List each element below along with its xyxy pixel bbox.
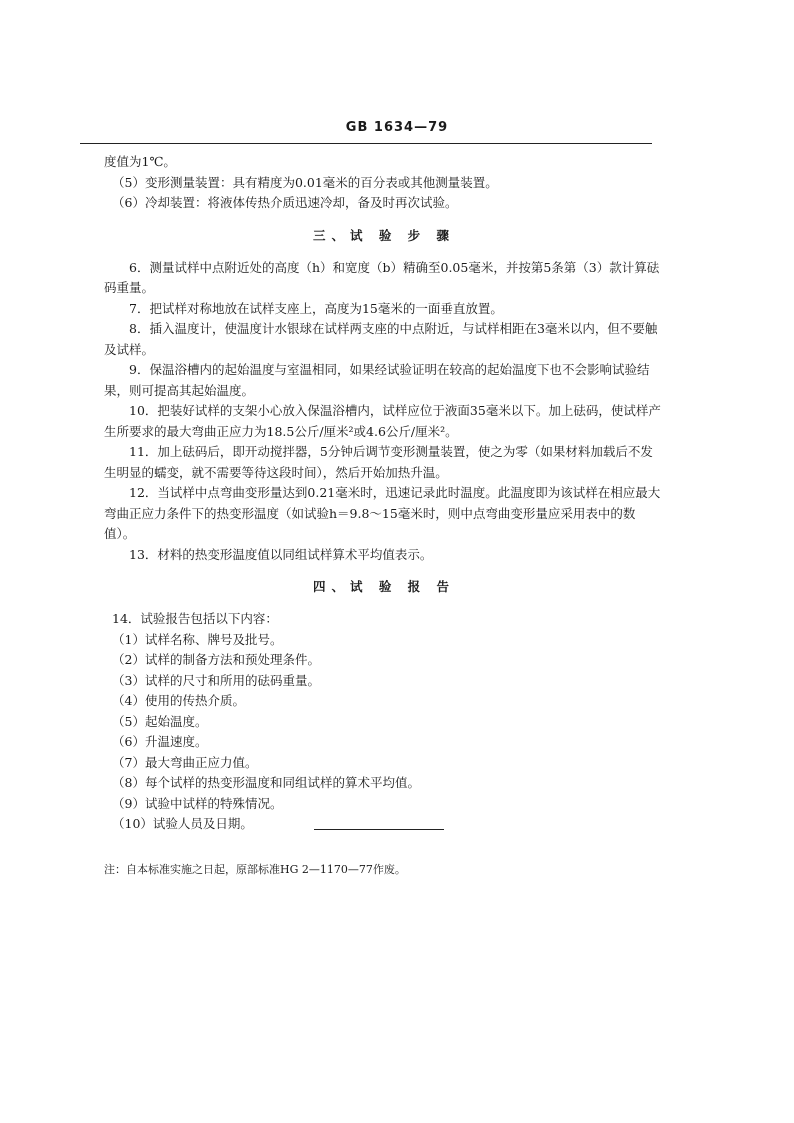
procedure-paragraph: 12．当试样中点弯曲变形量达到0.21毫米时，迅速记录此时温度。此温度即为该试样在相应最大弯曲正应力条件下的热变形温度（如试验h＝9.8～15毫米时，则中点弯曲变形量应采用表中的数值）。: [104, 485, 661, 541]
report-item: （2）试样的制备方法和预处理条件。: [112, 652, 320, 667]
procedure-paragraph: 13．材料的热变形温度值以同组试样算术平均值表示。: [129, 546, 433, 562]
continuation-line: 度值为1℃。: [104, 154, 176, 169]
page-header-title: GB 1634—79: [345, 120, 449, 135]
report-items-list: [104, 630, 664, 835]
procedure-paragraph: 7．把试样对称地放在试样支座上，高度为15毫米的一面垂直放置。: [129, 300, 503, 316]
section-heading-report: 四、试 验 报 告: [312, 579, 456, 594]
procedure-paragraph: 8．插入温度计，使温度计水银球在试样两支座的中点附近，与试样相距在3毫米以内，但不要触及试样。: [104, 321, 658, 357]
end-rule: [314, 829, 444, 830]
report-item: （7）最大弯曲正应力值。: [112, 754, 258, 770]
procedure-paragraph: 10．把装好试样的支架小心放入保温浴槽内，试样应位于液面35毫米以下。加上砝码，使试样产生所要求的最大弯曲正应力为18.5公斤/厘米²或4.6公斤/厘米²。: [104, 403, 661, 439]
footnote: 注：自本标准实施之日起，原部标准HG 2—1170—77作废。: [104, 863, 406, 876]
report-item: （8）每个试样的热变形温度和同组试样的算术平均值。: [112, 775, 420, 790]
report-item: （1）试样名称、牌号及批号。: [112, 631, 283, 647]
report-item: （3）试样的尺寸和所用的砝码重量。: [112, 672, 320, 688]
report-item: （10）试验人员及日期。: [112, 816, 253, 831]
report-item: （9）试验中试样的特殊情况。: [112, 795, 283, 811]
equipment-item: （6）冷却装置：将液体传热介质迅速冷却，备及时再次试验。: [112, 195, 458, 210]
procedure-paragraph: 11．加上砝码后，即开动搅拌器，5分钟后调节变形测量装置，使之为零（如果材料加载后不发生明显的蠕变，就不需要等待这段时间），然后开始加热升温。: [104, 444, 653, 480]
report-item: （6）升温速度。: [112, 734, 208, 749]
report-intro: 14．试验报告包括以下内容：: [112, 611, 278, 626]
procedure-paragraph: 6．测量试样中点附近处的高度（h）和宽度（b）精确至0.05毫米，并按第5条第（3）款计算砝码重量。: [104, 259, 660, 295]
section-heading-procedure: 三、试 验 步 骤: [312, 227, 456, 243]
report-item: （4）使用的传热介质。: [112, 693, 245, 708]
equipment-item: （5）变形测量装置：具有精度为0.01毫米的百分表或其他测量装置。: [112, 174, 498, 190]
report-item: （5）起始温度。: [112, 713, 208, 729]
body-text: [104, 152, 664, 835]
header-rule: [80, 143, 652, 144]
procedure-paragraph: 9．保温浴槽内的起始温度与室温相同，如果经试验证明在较高的起始温度下也不会影响试验结果，则可提高其起始温度。: [104, 362, 650, 398]
